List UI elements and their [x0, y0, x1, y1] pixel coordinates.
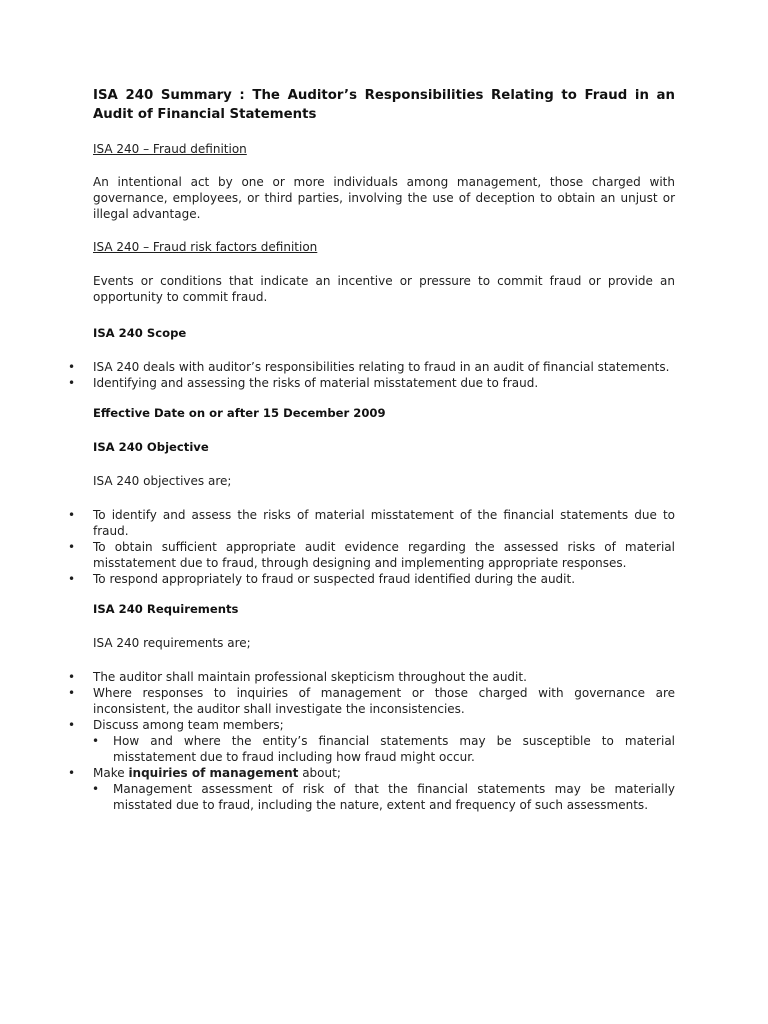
list-item: • Discuss among team members; • How and where the entity’s financial statements may be susceptible to material misstatement due to fraud including how fraud might occur. — [68, 718, 675, 764]
document-content — [68, 86, 675, 813]
fraud-definition-text: An intentional act by one or more individuals among management, those charged with governance, employees, or third parties, involving the use of deception to obtain an unjust or illegal advantage. — [93, 175, 675, 221]
bullet-icon: • — [68, 718, 76, 732]
list-item: • ISA 240 deals with auditor’s responsibilities relating to fraud in an audit of financial statements. — [68, 360, 670, 374]
bullet-icon: • — [92, 782, 100, 796]
list-item: • To obtain sufficient appropriate audit evidence regarding the assessed risks of material misstatement due to fraud, through designing and implementing appropriate responses. — [68, 540, 675, 570]
list-item: • Make inquiries of management about; • Management assessment of risk of that the financial statements may be materially misstated due to fraud, including the nature, extent and frequency of such assessments. — [68, 766, 675, 812]
bullet-icon: • — [68, 670, 76, 684]
requirements-heading: ISA 240 Requirements — [93, 602, 239, 616]
sub-list — [92, 781, 675, 813]
list-item: • To respond appropriately to fraud or suspected fraud identified during the audit. — [68, 572, 576, 586]
objective-list — [68, 507, 675, 587]
bullet-icon: • — [68, 686, 76, 700]
requirements-intro: ISA 240 requirements are; — [93, 636, 251, 650]
sub-list-item: • Management assessment of risk of that the financial statements may be materially misstated due to fraud, including the nature, extent and frequency of such assessments. — [92, 782, 675, 812]
list-item: • Where responses to inquiries of management or those charged with governance are inconsistent, the auditor shall investigate the inconsistencies. — [68, 686, 675, 716]
bullet-icon: • — [68, 376, 76, 390]
effective-date-heading: Effective Date on or after 15 December 2009 — [93, 406, 386, 420]
fraud-risk-factors-text: Events or conditions that indicate an incentive or pressure to commit fraud or provide an opportunity to commit fraud. — [93, 274, 675, 304]
objective-intro: ISA 240 objectives are; — [93, 474, 232, 488]
bullet-icon: • — [92, 734, 100, 748]
bullet-icon: • — [68, 360, 76, 374]
fraud-risk-factors-heading: ISA 240 – Fraud risk factors definition — [93, 240, 318, 254]
list-item: • The auditor shall maintain professional skepticism throughout the audit. — [68, 670, 527, 684]
bullet-icon: • — [68, 540, 76, 554]
sub-list — [92, 733, 675, 765]
fraud-definition-heading: ISA 240 – Fraud definition — [93, 142, 247, 156]
scope-list — [68, 359, 675, 391]
requirements-list — [68, 669, 675, 813]
sub-list-item: • How and where the entity’s financial statements may be susceptible to material misstatement due to fraud including how fraud might occur. — [92, 734, 675, 764]
objective-heading: ISA 240 Objective — [93, 440, 209, 454]
bullet-icon: • — [68, 508, 76, 522]
bold-phrase: inquiries of management — [128, 766, 299, 780]
document-title: ISA 240 Summary : The Auditor’s Responsibilities Relating to Fraud in an Audit of Financial Statements — [93, 88, 675, 122]
list-item: • To identify and assess the risks of material misstatement of the financial statements due to fraud. — [68, 508, 675, 538]
bullet-icon: • — [68, 766, 76, 780]
scope-heading: ISA 240 Scope — [93, 326, 187, 340]
bullet-icon: • — [68, 572, 76, 586]
list-item: • Identifying and assessing the risks of material misstatement due to fraud. — [68, 376, 539, 390]
